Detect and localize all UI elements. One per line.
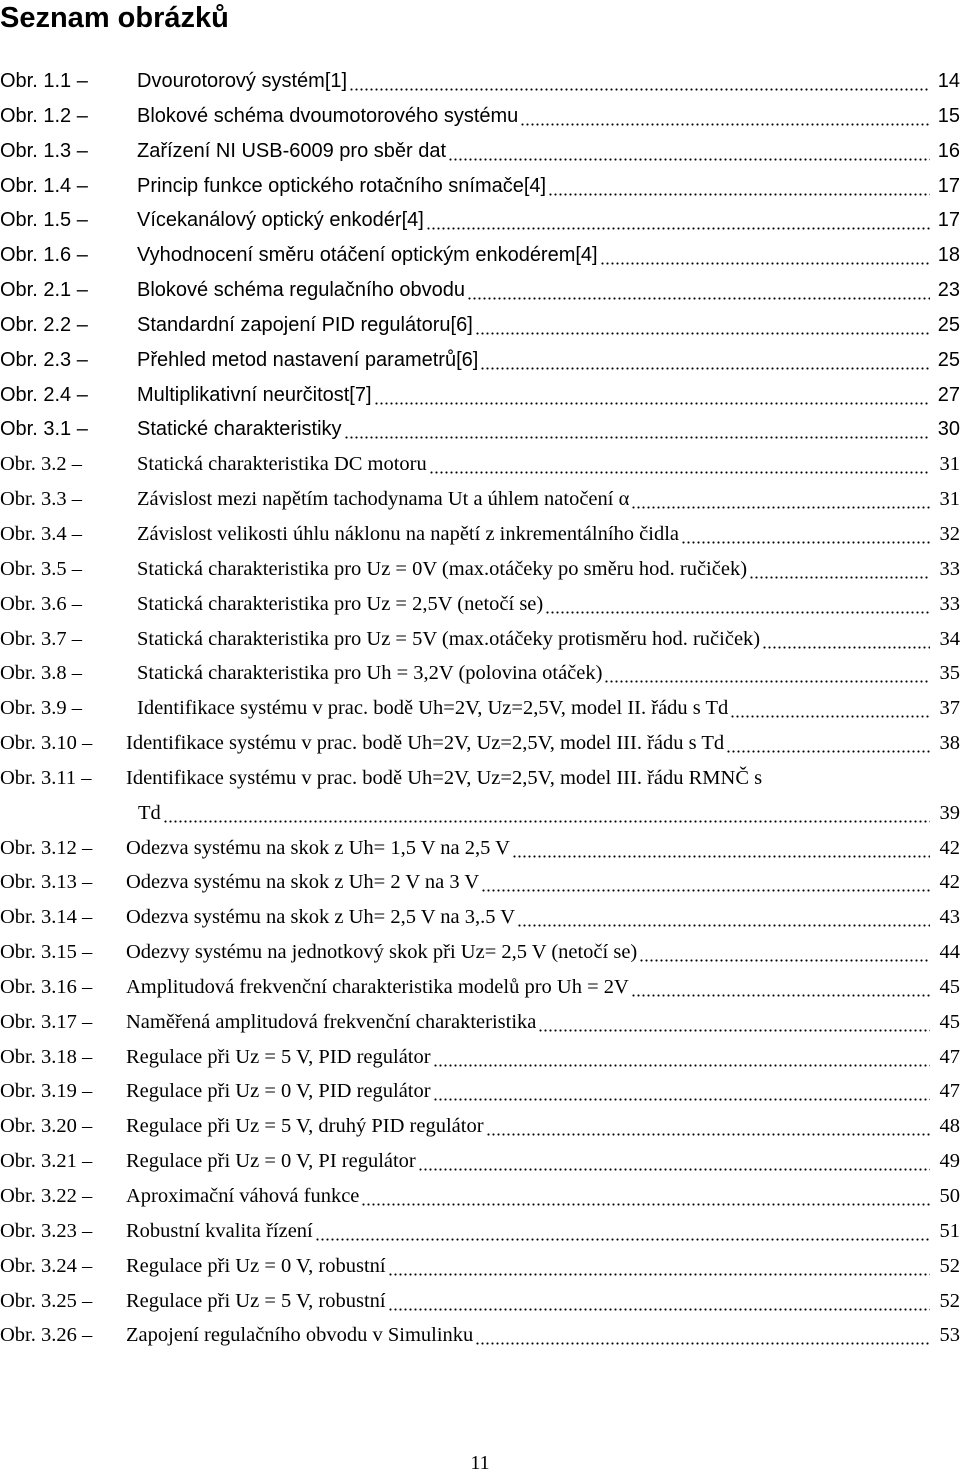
figure-caption: Identifikace systému v prac. bodě Uh=2V, Uz=2,5V, model II. řádu s Td xyxy=(137,697,729,720)
figure-caption: Statická charakteristika pro Uh = 3,2V (polovina otáček) xyxy=(137,662,603,685)
page-reference: 27 xyxy=(937,383,960,406)
figure-caption: Statická charakteristika pro Uz = 5V (max.otáčeky protisměru hod. ručiček) xyxy=(137,627,761,650)
page-reference: 38 xyxy=(939,732,960,755)
figure-number: Obr. 2.4 – xyxy=(0,383,88,406)
dot-leader xyxy=(517,900,930,935)
figure-caption: Naměřená amplitudová frekvenční charakteristika xyxy=(126,1010,537,1033)
dot-leader xyxy=(486,1109,930,1144)
figure-caption: Dvourotorový systém[1] xyxy=(137,70,348,92)
figure-number: Obr. 3.24 – xyxy=(0,1254,93,1277)
page-reference: 47 xyxy=(939,1045,960,1068)
dot-leader xyxy=(361,1179,930,1214)
toc-entry[interactable] xyxy=(0,726,960,761)
figure-caption: Regulace při Uz = 0 V, PI regulátor xyxy=(126,1150,416,1173)
page-reference: 25 xyxy=(937,348,960,371)
toc-entry[interactable] xyxy=(0,238,960,273)
figure-number: Obr. 2.1 – xyxy=(0,279,88,302)
figure-number: Obr. 3.7 – xyxy=(0,627,82,650)
figure-caption: Zapojení regulačního obvodu v Simulinku xyxy=(126,1324,474,1347)
dot-leader xyxy=(429,447,930,482)
page-reference: 31 xyxy=(939,453,960,476)
dot-leader xyxy=(631,970,930,1005)
toc-entry[interactable] xyxy=(0,169,960,204)
figure-caption: Standardní zapojení PID regulátoru[6] xyxy=(137,313,473,336)
toc-entry[interactable] xyxy=(0,1249,960,1284)
figure-caption: Přehled metod nastavení parametrů[6] xyxy=(137,348,479,371)
figure-number: Obr. 3.22 – xyxy=(0,1185,93,1207)
dot-leader xyxy=(374,378,930,413)
page-reference: 16 xyxy=(937,139,960,162)
figure-caption: Robustní kvalita řízení xyxy=(126,1219,313,1242)
toc-entry[interactable] xyxy=(0,1318,960,1353)
figure-caption: Statická charakteristika pro Uz = 2,5V (netočí se) xyxy=(137,592,544,615)
toc-entry[interactable] xyxy=(0,691,960,726)
figure-caption: Blokové schéma regulačního obvodu xyxy=(137,279,465,302)
dot-leader xyxy=(448,134,930,169)
figure-caption: Závislost mezi napětím tachodynama Ut a úhlem natočení α xyxy=(137,488,630,511)
dot-leader xyxy=(520,99,930,134)
page-reference: 15 xyxy=(937,104,960,127)
figure-number: Obr. 3.9 – xyxy=(0,697,82,720)
page-reference: 51 xyxy=(939,1219,960,1242)
toc-entry[interactable] xyxy=(0,1074,960,1109)
figure-number: Obr. 1.4 – xyxy=(0,174,88,197)
toc-entry[interactable] xyxy=(0,865,960,900)
figure-caption: Identifikace systému v prac. bodě Uh=2V, Uz=2,5V, model III. řádu s Td xyxy=(126,732,725,755)
page-reference: 17 xyxy=(937,209,960,232)
toc-entry[interactable] xyxy=(0,203,960,238)
figure-number: Obr. 3.3 – xyxy=(0,488,82,511)
page-reference: 42 xyxy=(939,871,960,894)
figure-number: Obr. 3.14 – xyxy=(0,906,93,929)
dot-leader xyxy=(512,831,930,866)
page-reference: 49 xyxy=(939,1150,960,1173)
page-reference: 52 xyxy=(939,1254,960,1277)
toc-entry[interactable] xyxy=(0,622,960,657)
toc-entry[interactable] xyxy=(0,412,960,447)
figure-number: Obr. 3.11 – xyxy=(0,766,92,789)
toc-entry[interactable] xyxy=(0,308,960,343)
figure-caption: Odezva systému na skok z Uh= 2,5 V na 3,.5 V xyxy=(126,906,516,929)
figure-caption: Princip funkce optického rotačního snímače[4] xyxy=(137,174,547,197)
page-reference: 53 xyxy=(939,1324,960,1347)
toc-entry[interactable] xyxy=(0,99,960,134)
toc-entry[interactable] xyxy=(0,482,960,517)
page-reference: 34 xyxy=(939,627,960,650)
page-reference: 14 xyxy=(937,70,960,92)
page-reference: 47 xyxy=(939,1080,960,1103)
page-reference: 48 xyxy=(939,1115,960,1138)
figure-number: Obr. 3.13 – xyxy=(0,871,93,894)
page-reference: 31 xyxy=(939,488,960,511)
figure-caption: Vícekanálový optický enkodér[4] xyxy=(137,209,424,232)
dot-leader xyxy=(639,935,930,970)
page-title: Seznam obrázků xyxy=(0,2,229,34)
dot-leader xyxy=(349,64,930,99)
toc-entry[interactable] xyxy=(0,273,960,308)
figure-caption: Odezva systému na skok z Uh= 1,5 V na 2,5 V xyxy=(126,836,510,859)
figure-caption: Aproximační váhová funkce xyxy=(126,1185,360,1207)
dot-leader xyxy=(604,656,930,691)
toc-entry[interactable] xyxy=(0,656,960,691)
figure-number: Obr. 3.1 – xyxy=(0,418,88,441)
figure-caption: Odezva systému na skok z Uh= 2 V na 3 V xyxy=(126,871,480,894)
toc-entry[interactable] xyxy=(0,64,960,99)
figure-number: Obr. 3.15 – xyxy=(0,941,93,964)
toc-entry[interactable] xyxy=(0,134,960,169)
toc-entry[interactable] xyxy=(0,831,960,866)
figure-caption: Regulace při Uz = 5 V, robustní xyxy=(126,1289,386,1312)
page-reference: 18 xyxy=(937,244,960,267)
figure-caption: Odezvy systému na jednotkový skok při Uz= 2,5 V (netočí se) xyxy=(126,941,638,964)
dot-leader xyxy=(548,169,930,204)
dot-leader xyxy=(481,865,930,900)
toc-entry[interactable] xyxy=(0,378,960,413)
page-reference: 42 xyxy=(939,836,960,859)
figure-number: Obr. 3.16 – xyxy=(0,975,93,998)
dot-leader xyxy=(433,1074,930,1109)
figure-caption: Regulace při Uz = 0 V, robustní xyxy=(126,1254,386,1277)
dot-leader xyxy=(480,343,930,378)
page-reference: 35 xyxy=(939,662,960,685)
page-reference: 33 xyxy=(939,592,960,615)
dot-leader xyxy=(388,1249,930,1284)
figure-caption: Amplitudová frekvenční charakteristika modelů pro Uh = 2V xyxy=(126,975,629,998)
dot-leader xyxy=(545,587,930,622)
dot-leader xyxy=(726,726,930,761)
page-reference: 37 xyxy=(939,697,960,720)
figure-caption: Regulace při Uz = 5 V, druhý PID regulátor xyxy=(126,1115,484,1138)
dot-leader xyxy=(631,482,930,517)
toc-entry[interactable] xyxy=(0,1005,960,1040)
figure-number: Obr. 3.23 – xyxy=(0,1219,93,1242)
page-reference: 52 xyxy=(939,1289,960,1312)
figure-number: Obr. 3.17 – xyxy=(0,1010,93,1033)
dot-leader xyxy=(315,1214,930,1249)
dot-leader xyxy=(475,1318,930,1353)
dot-leader xyxy=(467,273,930,308)
indent xyxy=(0,796,138,831)
page-reference: 44 xyxy=(939,941,960,964)
page-reference: 43 xyxy=(939,906,960,929)
figure-number: Obr. 1.3 – xyxy=(0,139,88,162)
figure-number: Obr. 3.8 – xyxy=(0,662,82,685)
toc-entry[interactable] xyxy=(0,1040,960,1075)
figure-number: Obr. 3.18 – xyxy=(0,1045,93,1068)
page-reference: 33 xyxy=(939,557,960,580)
dot-leader xyxy=(388,1284,930,1319)
figure-caption: Regulace při Uz = 0 V, PID regulátor xyxy=(126,1080,431,1103)
page-reference: 30 xyxy=(937,418,960,441)
toc-entry[interactable] xyxy=(0,552,960,587)
dot-leader xyxy=(600,238,930,273)
figure-caption: Statická charakteristika pro Uz = 0V (max.otáčeky po směru hod. ručiček) xyxy=(137,557,748,580)
figure-caption: Závislost velikosti úhlu náklonu na napětí z inkrementálního čidla xyxy=(137,522,679,545)
figure-number: Obr. 3.19 – xyxy=(0,1080,93,1103)
page-reference: 32 xyxy=(939,522,960,545)
page-reference: 50 xyxy=(939,1185,960,1207)
figure-caption: Zařízení NI USB-6009 pro sběr dat xyxy=(137,139,447,162)
figure-number: Obr. 3.25 – xyxy=(0,1289,93,1312)
figure-caption: Regulace při Uz = 5 V, PID regulátor xyxy=(126,1045,431,1068)
figure-number: Obr. 1.6 – xyxy=(0,244,88,267)
page-reference: 45 xyxy=(939,1010,960,1033)
toc-entry[interactable] xyxy=(0,587,960,622)
dot-leader xyxy=(681,517,930,552)
figure-number: Obr. 3.5 – xyxy=(0,557,82,580)
figure-list xyxy=(0,64,960,1353)
figure-number: Obr. 3.26 – xyxy=(0,1324,93,1347)
figure-caption: Statická charakteristika DC motoru xyxy=(137,453,427,476)
figure-number: Obr. 3.4 – xyxy=(0,522,82,545)
toc-entry[interactable] xyxy=(0,1214,960,1249)
page-reference: 23 xyxy=(937,279,960,302)
page-reference: 17 xyxy=(937,174,960,197)
dot-leader xyxy=(344,412,930,447)
figure-caption: Multiplikativní neurčitost[7] xyxy=(137,383,372,406)
page-reference: 25 xyxy=(937,313,960,336)
toc-entry[interactable] xyxy=(0,935,960,970)
figure-number: Obr. 1.2 – xyxy=(0,104,88,127)
toc-entry[interactable] xyxy=(0,343,960,378)
figure-caption: Blokové schéma dvoumotorového systému xyxy=(137,104,519,127)
figure-caption: Identifikace systému v prac. bodě Uh=2V, Uz=2,5V, model III. řádu RMNČ s xyxy=(126,766,763,789)
dot-leader xyxy=(418,1144,930,1179)
page-number: 11 xyxy=(470,1452,490,1474)
toc-entry[interactable] xyxy=(0,1284,960,1319)
dot-leader xyxy=(762,622,930,657)
toc-entry[interactable] xyxy=(0,517,960,552)
toc-entry[interactable] xyxy=(0,1109,960,1144)
figure-number: Obr. 3.21 – xyxy=(0,1150,93,1173)
toc-entry[interactable] xyxy=(0,1179,960,1214)
dot-leader xyxy=(433,1040,930,1075)
figure-number: Obr. 1.5 – xyxy=(0,209,88,232)
page-reference: 39 xyxy=(939,801,960,824)
dot-leader xyxy=(730,691,930,726)
dot-leader xyxy=(475,308,930,343)
page-reference: 45 xyxy=(939,975,960,998)
figure-number: Obr. 3.20 – xyxy=(0,1115,93,1138)
dot-leader xyxy=(749,552,930,587)
toc-entry[interactable] xyxy=(0,1144,960,1179)
figure-number: Obr. 2.3 – xyxy=(0,348,88,371)
dot-leader xyxy=(163,796,930,831)
figure-caption-continued: Td xyxy=(138,801,161,824)
figure-number: Obr. 3.10 – xyxy=(0,732,93,755)
dot-leader xyxy=(426,203,930,238)
figure-number: Obr. 3.6 – xyxy=(0,592,82,615)
toc-entry[interactable] xyxy=(0,447,960,482)
figure-caption: Vyhodnocení směru otáčení optickým enkodérem[4] xyxy=(137,244,598,267)
figure-number: Obr. 3.12 – xyxy=(0,836,93,859)
figure-caption: Statické charakteristiky xyxy=(137,418,342,441)
toc-entry[interactable] xyxy=(0,970,960,1005)
figure-number: Obr. 3.2 – xyxy=(0,453,82,476)
figure-number: Obr. 2.2 – xyxy=(0,313,88,336)
dot-leader xyxy=(538,1005,930,1040)
figure-number: Obr. 1.1 – xyxy=(0,70,88,92)
toc-entry[interactable] xyxy=(0,761,960,831)
toc-entry[interactable] xyxy=(0,900,960,935)
